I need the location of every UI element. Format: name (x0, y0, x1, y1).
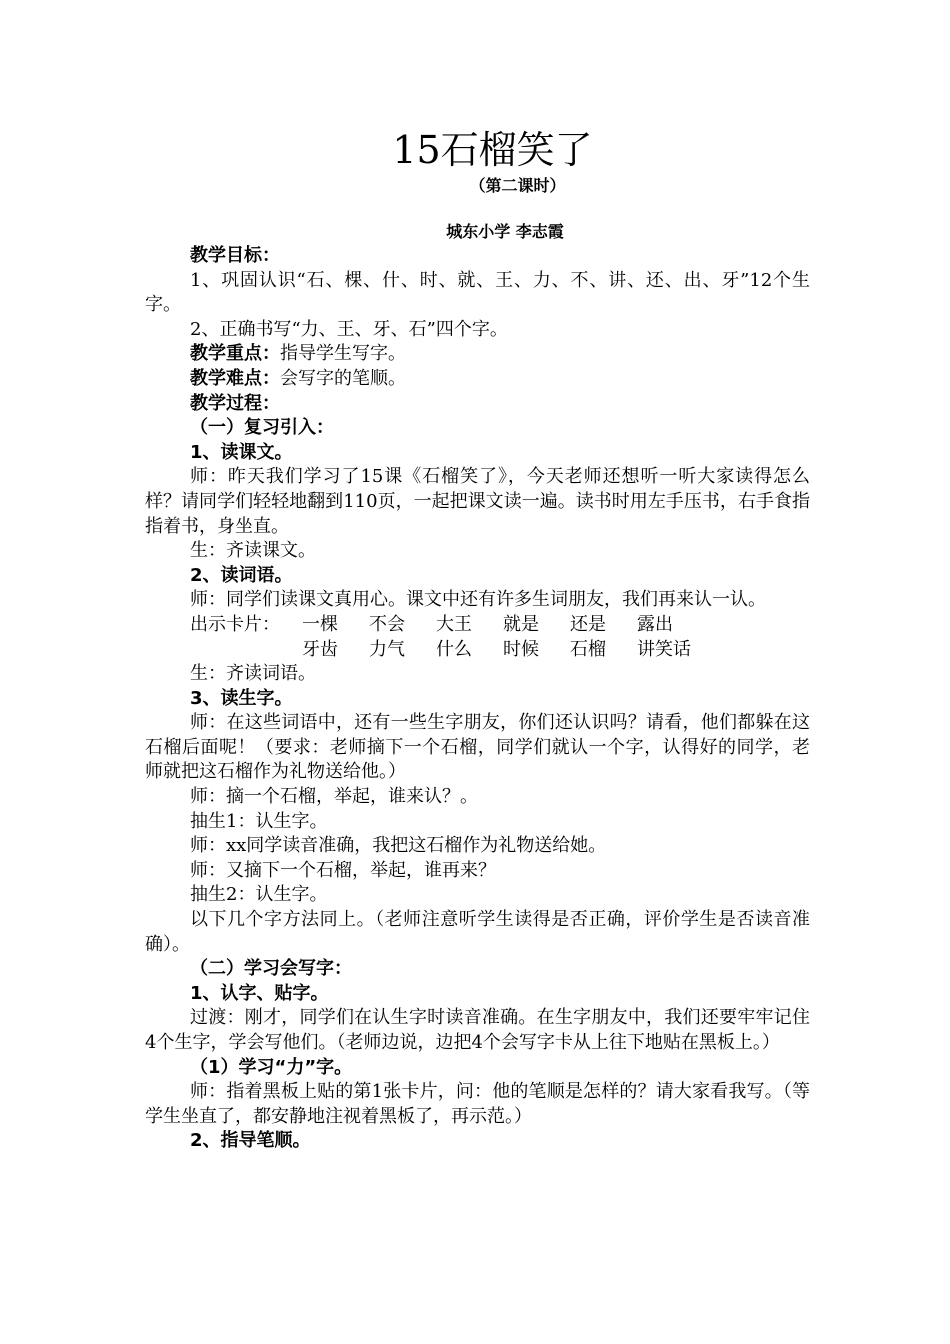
teacher-line-4: 师：摘一个石榴，举起，谁来认？。 (190, 786, 478, 808)
word-card: 时候 (503, 638, 539, 660)
key-point-label: 教学重点： (190, 343, 280, 365)
word-cards-row-2 (145, 638, 810, 663)
step-2-heading: 2、读词语。 (190, 564, 293, 586)
student-line-2: 生：齐读词语。 (190, 663, 316, 685)
sub-heading-1: （1）学习“力”字。 (190, 1056, 353, 1078)
teacher-line-6: 师：又摘下一个石榴，举起，谁再来？ (190, 859, 496, 881)
step-1-heading: 1、读课文。 (190, 441, 293, 463)
document-body (145, 244, 810, 1154)
teacher-line-3: 师：在这些词语中，还有一些生字朋友，你们还认识吗？请看，他们都躲在这石榴后面呢！（要求：老师摘下一个石榴，同学们就认一个字，认得好的同学，老师就把这石榴作为礼物送给他。） (145, 712, 810, 783)
word-cards-label: 出示卡片： (190, 613, 280, 635)
word-card: 石榴 (570, 638, 606, 660)
word-card: 大王 (436, 613, 472, 635)
word-card: 什么 (436, 638, 472, 660)
document-title: 15石榴笑了 (392, 128, 593, 172)
word-cards-row-1 (145, 613, 810, 638)
step-4-heading: 1、认字、贴字。 (190, 982, 329, 1004)
goal-2: 2、正确书写“力、王、牙、石”四个字。 (190, 318, 508, 340)
section-2-heading: （二）学习会写字： (190, 958, 352, 980)
teacher-line-1: 师：昨天我们学习了15课《石榴笑了》，今天老师还想听一听大家读得怎么样？请同学们轻轻地翻到110页，一起把课文读一遍。读书时用左手压书，右手食指指着书，身坐直。 (145, 466, 810, 537)
key-point-text: 指导学生写字。 (280, 343, 406, 365)
document-subtitle: （第二课时） (469, 176, 566, 195)
teacher-line-7: 师：指着黑板上贴的第1张卡片，问：他的笔顺是怎样的？请大家看我写。（等学生坐直了，都安静地注视着黑板了，再示范。） (145, 1081, 810, 1127)
section-1-heading: （一）复习引入： (190, 417, 334, 439)
word-card: 就是 (503, 613, 539, 635)
student-line-3: 抽生1：认生字。 (190, 810, 328, 832)
key-point (145, 342, 810, 367)
difficulty-label: 教学难点： (190, 367, 280, 389)
note-line-1: 以下几个字方法同上。（老师注意听学生读得是否正确，评价学生是否读音准确）。 (145, 909, 810, 955)
word-card: 还是 (570, 613, 606, 635)
transition-line: 过渡：刚才，同学们在认生字时读音准确。在生字朋友中，我们还要牢牢记住4个生字，学会写他们。（老师边说，边把4个会写字卡从上往下地贴在黑板上。） (145, 1007, 810, 1053)
word-card: 牙齿 (302, 638, 338, 660)
word-cards-spacer (145, 638, 302, 663)
student-line-1: 生：齐读课文。 (190, 540, 316, 562)
word-card: 力气 (369, 638, 405, 660)
teacher-line-2: 师：同学们读课文真用心。课文中还有许多生词朋友，我们再来认一认。 (190, 589, 766, 611)
word-card: 不会 (369, 613, 405, 635)
step-5-heading: 2、指导笔顺。 (190, 1130, 311, 1152)
teacher-line-5: 师：xx同学读音准确，我把这石榴作为礼物送给她。 (190, 835, 607, 857)
word-card: 讲笑话 (637, 638, 691, 660)
word-card: 一棵 (302, 613, 338, 635)
goal-1: 1、巩固认识“石、棵、什、时、就、王、力、不、讲、还、出、牙”12个生字。 (145, 269, 810, 316)
document-author: 城东小学 李志霞 (446, 222, 564, 241)
document-page (145, 128, 810, 1154)
process-heading: 教学过程： (190, 392, 280, 414)
student-line-4: 抽生2：认生字。 (190, 884, 328, 906)
goals-heading: 教学目标： (190, 245, 280, 266)
word-card: 露出 (637, 613, 673, 635)
difficulty-point (145, 367, 810, 392)
difficulty-text: 会写字的笔顺。 (280, 367, 406, 389)
step-3-heading: 3、读生字。 (190, 687, 293, 709)
